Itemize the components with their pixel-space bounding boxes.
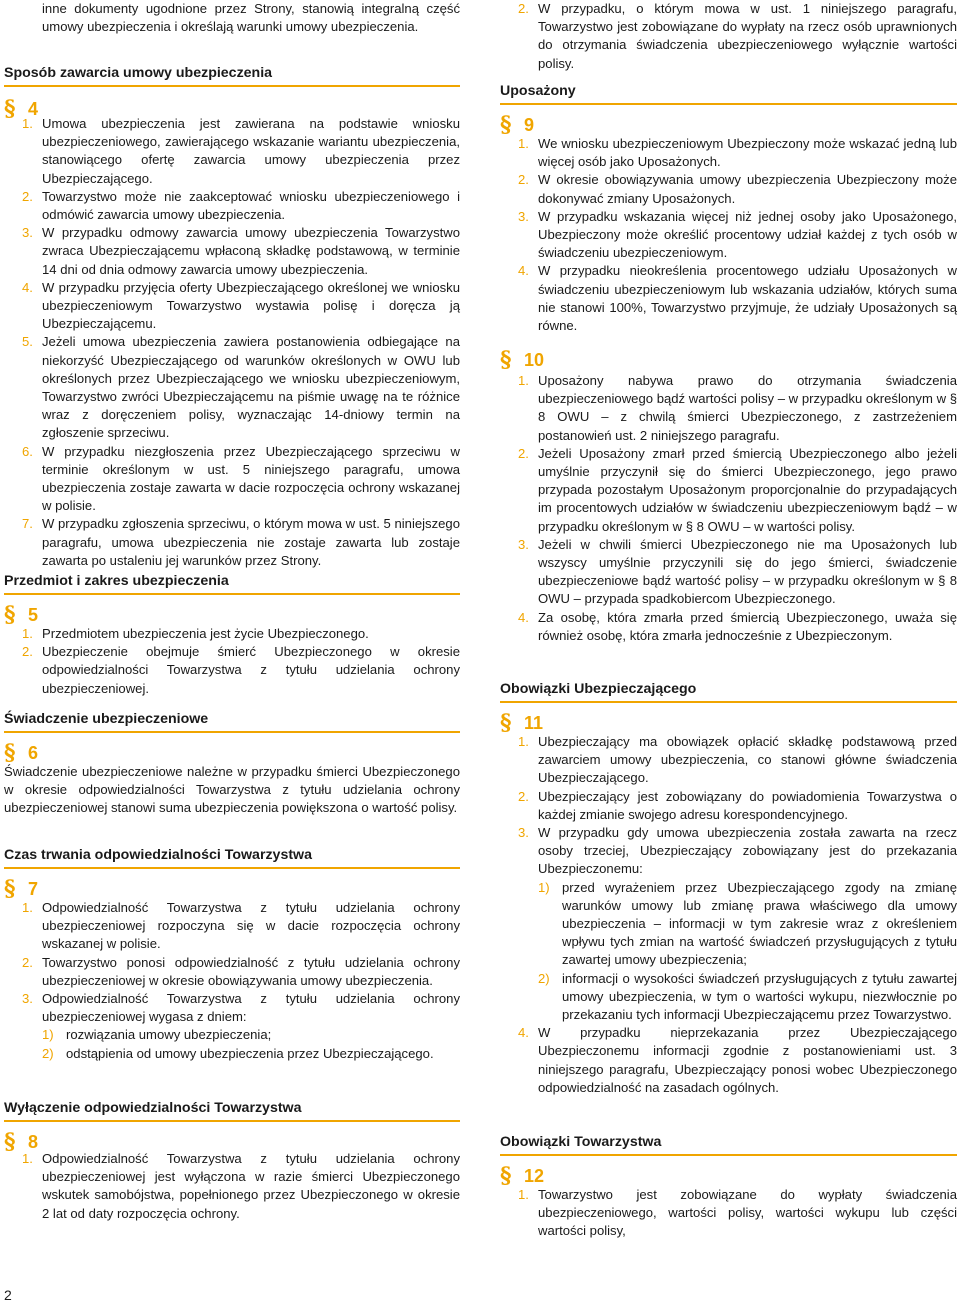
list-item bbox=[22, 625, 460, 643]
item-number: 3. bbox=[518, 825, 529, 841]
intro-text: inne dokumenty ugodnione przez Strony, stanowią integralną część umowy ubezpieczenia i określają warunki umowy ubezpieczenia. bbox=[42, 1, 460, 35]
section-11 bbox=[500, 680, 957, 1097]
item-number: 3. bbox=[518, 536, 529, 552]
list-item bbox=[518, 609, 957, 645]
item-number: 2. bbox=[22, 644, 33, 660]
item-number: 4. bbox=[518, 263, 529, 279]
section-7 bbox=[4, 846, 460, 1063]
list-item bbox=[518, 824, 957, 879]
section-5 bbox=[4, 572, 460, 698]
section-6 bbox=[4, 710, 460, 818]
item-text: W przypadku nieprzekazania przez Ubezpieczającego Ubezpieczonemu informacji zgodnie z postanowieniami ust. 3 niniejszego paragrafu, Ubezpieczający ponosi wobec Ubezpieczonego odpowiedzialność na zasadach ogólnych. bbox=[538, 1025, 957, 1095]
item-text: Uposażony nabywa prawo do otrzymania świadczenia ubezpieczeniowego bądź wartości polisy – w przypadku określonym w § 8 OWU – z chwilą śmierci Ubezpieczonego, z zastrzeżeniem postanowień ust. 2 niniejszego paragrafu. bbox=[538, 373, 957, 443]
item-text: Towarzystwo ponosi odpowiedzialność z tytułu udzielania ochrony ubezpieczeniowej w okresie obowiązywania umowy ubezpieczenia. bbox=[42, 954, 460, 988]
paragraph-no: 5 bbox=[28, 605, 39, 625]
item-number: 5. bbox=[22, 334, 33, 350]
paragraph-sign-icon: § bbox=[4, 876, 16, 902]
item-text: We wniosku ubezpieczeniowym Ubezpieczony może wskazać jedną lub więcej osób jako Uposażonych. bbox=[538, 136, 957, 170]
item-text: Towarzystwo może nie zaakceptować wniosku ubezpieczeniowego i odmówić zawarcia umowy ubezpieczenia. bbox=[42, 188, 460, 223]
item-number: 1. bbox=[518, 373, 529, 388]
list-item bbox=[22, 224, 460, 279]
item-text: Ubezpieczający jest zobowiązany do powiadomienia Towarzystwa o każdej zmianie swojego adresu korespondencyjnego. bbox=[538, 788, 957, 822]
paragraph-sign-icon: § bbox=[500, 1163, 512, 1189]
item-text: Towarzystwo jest zobowiązane do wypłaty świadczenia ubezpieczeniowego, wartości polisy, wartości wykupu lub części wartości polisy, bbox=[538, 1187, 957, 1239]
item-number: 1. bbox=[22, 900, 33, 915]
section-title: Świadczenie ubezpieczeniowe bbox=[4, 710, 460, 733]
list-item bbox=[22, 899, 460, 954]
item-number: 7. bbox=[22, 516, 33, 532]
paragraph-no: 12 bbox=[524, 1166, 545, 1186]
item-number: 1. bbox=[22, 626, 33, 641]
item-text: W okresie obowiązywania umowy ubezpieczenia Ubezpieczony może dokonywać zmiany Uposażonych. bbox=[538, 172, 957, 206]
item-number: 2. bbox=[518, 1, 529, 16]
item-text: Ubezpieczenie obejmuje śmierć Ubezpieczonego w okresie odpowiedzialności Towarzystwa z tytułu udzielania ochrony ubezpieczeniowej. bbox=[42, 644, 460, 696]
item-text: Za osobę, która zmarła przed śmiercią Ubezpieczonego, uważa się również osobę, która zmarła jednocześnie z Ubezpieczonym. bbox=[538, 609, 957, 643]
sub-item bbox=[42, 1045, 460, 1063]
paragraph-no: 9 bbox=[524, 115, 535, 135]
list-item bbox=[518, 0, 957, 73]
sub-item bbox=[538, 879, 957, 970]
item-number: 6. bbox=[22, 443, 33, 459]
sub-item bbox=[42, 1026, 460, 1044]
item-text: Odpowiedzialność Towarzystwa z tytułu udzielania ochrony ubezpieczeniowej wygasa z dniem: bbox=[42, 991, 460, 1025]
paragraph-sign-icon: § bbox=[4, 96, 16, 122]
item-number: 2. bbox=[518, 172, 529, 188]
section-12 bbox=[500, 1133, 957, 1241]
item-number: 3. bbox=[22, 991, 33, 1007]
list-item bbox=[22, 515, 460, 570]
paragraph-no: 10 bbox=[524, 350, 545, 370]
item-number: 2. bbox=[22, 188, 33, 204]
sub-item-number: 1) bbox=[538, 879, 550, 895]
list-item bbox=[518, 536, 957, 609]
item-number: 3. bbox=[518, 208, 529, 224]
item-text: W przypadku niezgłoszenia przez Ubezpieczającego sprzeciwu w terminie określonym w ust. 5 niniejszego paragrafu, umowa ubezpieczenia zostaje zawarta w dacie rozpoczęcia ochrony wskazanej w polisie. bbox=[42, 443, 460, 514]
list-item bbox=[518, 262, 957, 335]
paragraph-sign-icon: § bbox=[500, 112, 512, 138]
item-text: Ubezpieczający ma obowiązek opłacić składkę podstawową przed zawarciem umowy ubezpieczenia, co stanowi główne świadczenia Ubezpieczającego. bbox=[538, 734, 957, 786]
section-title: Obowiązki Ubezpieczającego bbox=[500, 680, 957, 703]
section-title: Wyłączenie odpowiedzialności Towarzystwa bbox=[4, 1099, 460, 1122]
list-item bbox=[22, 643, 460, 698]
section-title: Przedmiot i zakres ubezpieczenia bbox=[4, 572, 460, 595]
section-title: Uposażony bbox=[500, 82, 957, 105]
item-text: W przypadku, o którym mowa w ust. 1 niniejszego paragrafu, Towarzystwo jest zobowiązane do wypłaty na rzecz osób uprawnionych do otrzymania świadczenia ubezpieczeniowego wyłącznie wartości polisy. bbox=[538, 1, 957, 71]
list-item bbox=[22, 954, 460, 990]
item-text: Przedmiotem ubezpieczenia jest życie Ubezpieczonego. bbox=[42, 626, 369, 641]
item-number: 1. bbox=[518, 734, 529, 749]
section-title: Obowiązki Towarzystwa bbox=[500, 1133, 957, 1156]
paragraph-sign-icon: § bbox=[4, 602, 16, 628]
list-item bbox=[22, 115, 460, 188]
list-item bbox=[22, 279, 460, 334]
paragraph-no: 11 bbox=[524, 713, 544, 733]
page-number: 2 bbox=[4, 1287, 12, 1303]
list-item bbox=[22, 1150, 460, 1223]
paragraph-sign-icon: § bbox=[4, 1129, 16, 1155]
paragraph-sign-icon: § bbox=[4, 740, 16, 766]
paragraph-number bbox=[500, 113, 957, 137]
sub-item-number: 2) bbox=[42, 1045, 54, 1061]
paragraph-sign-icon: § bbox=[500, 710, 512, 736]
paragraph-number bbox=[4, 877, 460, 901]
item-number: 1. bbox=[518, 1187, 529, 1202]
list-item bbox=[22, 443, 460, 516]
item-text: Jeżeli umowa ubezpieczenia zawiera postanowienia odbiegające na niekorzyść Ubezpieczającego od warunków określonych w OWU lub określonych przez Ubezpieczającego we wniosku ubezpieczeniowym, Towarzystwo zwróci Ubezpieczającemu na piśmie uwagę na te różnice wraz z doręczeniem polisy, wyznaczając 14-dniowy termin na zgłoszenie sprzeciwu. bbox=[42, 334, 460, 441]
paragraph-number bbox=[500, 711, 957, 735]
sub-item-number: 1) bbox=[42, 1027, 54, 1043]
paragraph-number bbox=[500, 1164, 957, 1188]
item-text: Jeżeli Uposażony zmarł przed śmiercią Ubezpieczonego albo jeżeli umyślnie przyczynił się do śmierci Ubezpieczonego, jego prawo przypada pozostałym Uposażonym proporcjonalnie do przypadających im procentowych udziałów w świadczeniu ubezpieczeniowym bądź – w przypadku określonym w § 8 OWU – w wartości polisy. bbox=[538, 445, 957, 534]
section-8 bbox=[4, 1099, 460, 1223]
sub-item-text: rozwiązania umowy ubezpieczenia; bbox=[66, 1027, 272, 1043]
paragraph-number bbox=[500, 348, 957, 372]
paragraph-number bbox=[4, 603, 460, 627]
list-item bbox=[518, 733, 957, 788]
sub-item-text: przed wyrażeniem przez Ubezpieczającego zgody na zmianę warunków umowy lub zmianę prawa właściwego dla umowy ubezpieczenia – informacji w tym zakresie wraz z określeniem wpływu tych zmian na wartość świadczeń przysługujących z tytułu zawartej umowy ubezpieczenia; bbox=[562, 879, 957, 968]
list-item bbox=[518, 1024, 957, 1097]
list-item bbox=[518, 135, 957, 171]
paragraph-no: 4 bbox=[28, 99, 39, 119]
sub-item-text: odstąpienia od umowy ubezpieczenia przez Ubezpieczającego. bbox=[66, 1045, 434, 1061]
list-item bbox=[22, 188, 460, 224]
item-text: Odpowiedzialność Towarzystwa z tytułu udzielania ochrony ubezpieczeniowej rozpoczyna się w dacie rozpoczęcia ochrony wskazanej w polisie. bbox=[42, 900, 460, 952]
item-number: 1. bbox=[22, 116, 33, 131]
list-item bbox=[518, 1186, 957, 1241]
list-item bbox=[518, 208, 957, 263]
item-number: 4. bbox=[518, 609, 529, 625]
paragraph-text: Świadczenie ubezpieczeniowe należne w przypadku śmierci Ubezpieczonego w okresie odpowiedzialności Towarzystwa z tytułu udzielania ochrony ubezpieczeniowej stanowi suma ubezpieczenia powiększona o wartość polisy. bbox=[4, 764, 460, 816]
item-text: W przypadku gdy umowa ubezpieczenia została zawarta na rzecz osoby trzeciej, Ubezpieczający zobowiązany jest do przekazania Ubezpieczonemu: bbox=[538, 825, 957, 877]
item-text: W przypadku odmowy zawarcia umowy ubezpieczenia Towarzystwo zwraca Ubezpieczającemu wpłaconą składkę podstawową, w terminie 14 dni od dnia odmowy zawarcia umowy ubezpieczenia. bbox=[42, 225, 460, 277]
section-10 bbox=[500, 348, 957, 645]
item-number: 4. bbox=[518, 1025, 529, 1041]
list-item bbox=[518, 788, 957, 824]
list-item bbox=[518, 171, 957, 207]
list-item bbox=[22, 333, 460, 442]
list-item bbox=[518, 445, 957, 536]
item-text: Odpowiedzialność Towarzystwa z tytułu udzielania ochrony ubezpieczeniowej jest wyłączona w razie śmierci Ubezpieczonego wskutek samobójstwa, popełnionego przez Ubezpieczonego w okresie 2 lat od daty rozpoczęcia ochrony. bbox=[42, 1151, 460, 1221]
paragraph-number bbox=[4, 741, 460, 765]
section-9 bbox=[500, 82, 957, 335]
paragraph-no: 6 bbox=[28, 743, 39, 763]
item-text: W przypadku zgłoszenia sprzeciwu, o którym mowa w ust. 5 niniejszego paragrafu, umowa ubezpieczenia nie zostaje zawarta lub zostaje zawarta po ustaleniu jej warunków przez Strony. bbox=[42, 516, 460, 568]
item-text: W przypadku nieokreślenia procentowego udziału Uposażonych w świadczeniu ubezpieczeniowym lub wskazania udziałów, których suma nie stanowi 100%, Towarzystwo przyjmuje, że udziały Uposażonych są równe. bbox=[538, 263, 957, 334]
section-title: Czas trwania odpowiedzialności Towarzystwa bbox=[4, 846, 460, 869]
paragraph-no: 8 bbox=[28, 1132, 39, 1152]
item-number: 1. bbox=[518, 136, 529, 151]
sub-item-text: informacji o wysokości świadczeń przysługujących z tytułu zawartej umowy ubezpieczenia, w tym o wartości wykupu, niezwłocznie po przekazaniu tych informacji Ubezpieczającemu przez Towarzystwo. bbox=[562, 970, 957, 1023]
item-text: W przypadku wskazania więcej niż jednej osoby jako Uposażonego, Ubezpieczony może określić procentowy udział każdej z tych osób w świadczeniu ubezpieczeniowym. bbox=[538, 208, 957, 261]
item-number: 2. bbox=[22, 954, 33, 970]
item-text: Jeżeli w chwili śmierci Ubezpieczonego nie ma Uposażonych lub wszyscy umyślnie przyczynili się do jego śmierci, świadczenie ubezpieczeniowe bądź wartość polisy – w przypadku określonym w § 8 OWU – przypada spadkobiercom Ubezpieczonego. bbox=[538, 536, 957, 607]
item-text: W przypadku przyjęcia oferty Ubezpieczającego określonej we wniosku ubezpieczeniowym Towarzystwo wystawia polisę i doręcza ją Ubezpieczającemu. bbox=[42, 279, 460, 332]
list-item bbox=[518, 372, 957, 445]
section-4 bbox=[4, 64, 460, 570]
item-text: Umowa ubezpieczenia jest zawierana na podstawie wniosku ubezpieczeniowego, zawierającego wskazanie wariantu ubezpieczenia, stanowiącego ofertę zawarcia umowy ubezpieczenia przez Ubezpieczającego. bbox=[42, 116, 460, 186]
section-title: Sposób zawarcia umowy ubezpieczenia bbox=[4, 64, 460, 87]
item-number: 2. bbox=[518, 788, 529, 804]
paragraph-no: 7 bbox=[28, 879, 39, 899]
item-number: 1. bbox=[22, 1151, 33, 1166]
paragraph-sign-icon: § bbox=[500, 347, 512, 373]
sub-item bbox=[538, 970, 957, 1025]
item-number: 3. bbox=[22, 225, 33, 241]
item-number: 2. bbox=[518, 445, 529, 461]
sub-item-number: 2) bbox=[538, 970, 550, 986]
item-number: 4. bbox=[22, 279, 33, 295]
list-item bbox=[22, 990, 460, 1026]
